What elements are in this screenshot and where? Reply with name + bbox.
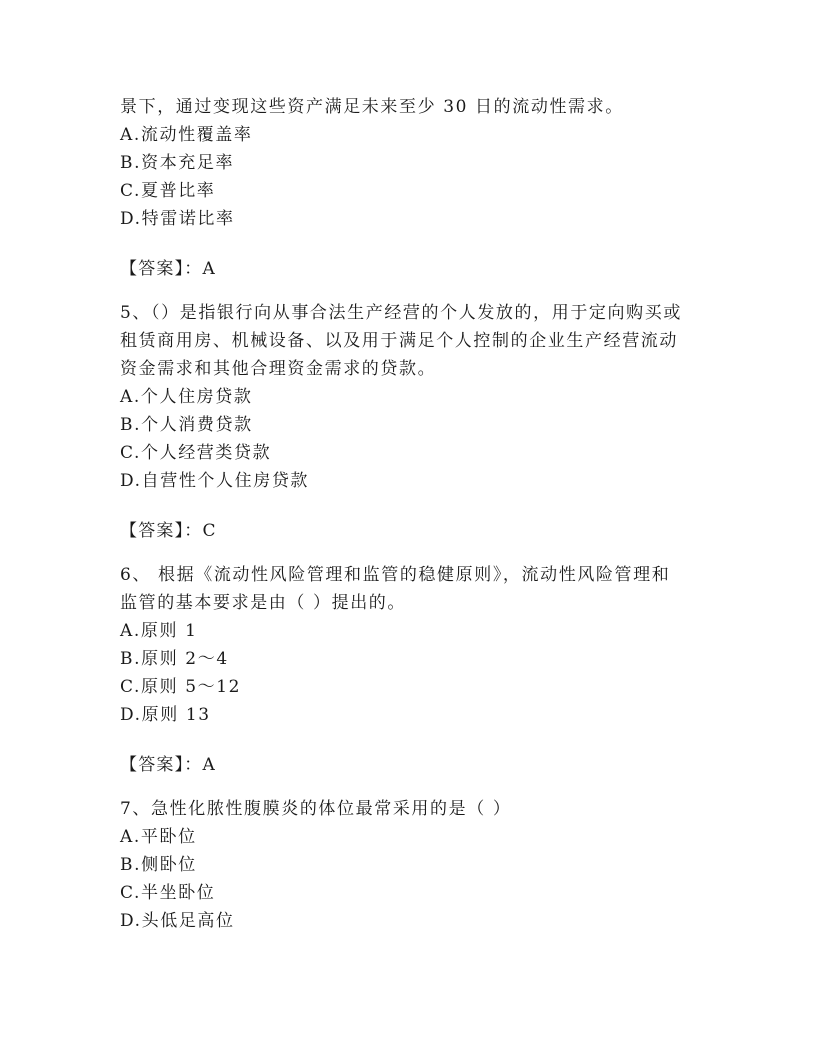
q5-answer: 【答案】：C	[120, 521, 217, 541]
q6-stem-line-2: 监管的基本要求是由（ ）提出的。	[120, 593, 407, 613]
q5-stem-line-2: 租赁商用房、机械设备、以及用于满足个人控制的企业生产经营流动	[120, 331, 678, 351]
q4-answer: 【答案】：A	[120, 259, 216, 279]
q4-stem-tail: 景下，通过变现这些资产满足未来至少 30 日的流动性需求。	[120, 97, 624, 117]
q4-option-a: A.流动性覆盖率	[120, 125, 253, 145]
q6-option-b: B.原则 2～4	[120, 649, 229, 669]
q4-option-b: B.资本充足率	[120, 153, 235, 173]
q6-option-d: D.原则 13	[120, 705, 211, 725]
spacer	[120, 545, 720, 561]
q5-stem-line-1: 5、（）是指银行向从事合法生产经营的个人发放的，用于定向购买或	[120, 303, 682, 323]
q7-option-b: B.侧卧位	[120, 855, 197, 875]
spacer	[120, 495, 720, 517]
spacer	[120, 283, 720, 299]
q6-answer: 【答案】：A	[120, 755, 216, 775]
q4-option-d: D.特雷诺比率	[120, 209, 235, 229]
q5-option-d: D.自营性个人住房贷款	[120, 471, 310, 491]
spacer	[120, 779, 720, 795]
q6-stem-line-1: 6、 根据《流动性风险管理和监管的稳健原则》，流动性风险管理和	[120, 565, 671, 585]
q5-option-b: B.个人消费贷款	[120, 415, 253, 435]
spacer	[120, 233, 720, 255]
q4-option-c: C.夏普比率	[120, 181, 216, 201]
document-page	[120, 93, 720, 935]
q5-stem-line-3: 资金需求和其他合理资金需求的贷款。	[120, 359, 437, 379]
q7-stem-line-1: 7、急性化脓性腹膜炎的体位最常采用的是（ ）	[120, 799, 512, 819]
q6-option-a: A.原则 1	[120, 621, 198, 641]
q7-option-c: C.半坐卧位	[120, 883, 216, 903]
q7-option-d: D.头低足高位	[120, 911, 235, 931]
q7-option-a: A.平卧位	[120, 827, 197, 847]
q5-option-a: A.个人住房贷款	[120, 387, 253, 407]
spacer	[120, 729, 720, 751]
q6-option-c: C.原则 5～12	[120, 677, 242, 697]
q5-option-c: C.个人经营类贷款	[120, 443, 272, 463]
